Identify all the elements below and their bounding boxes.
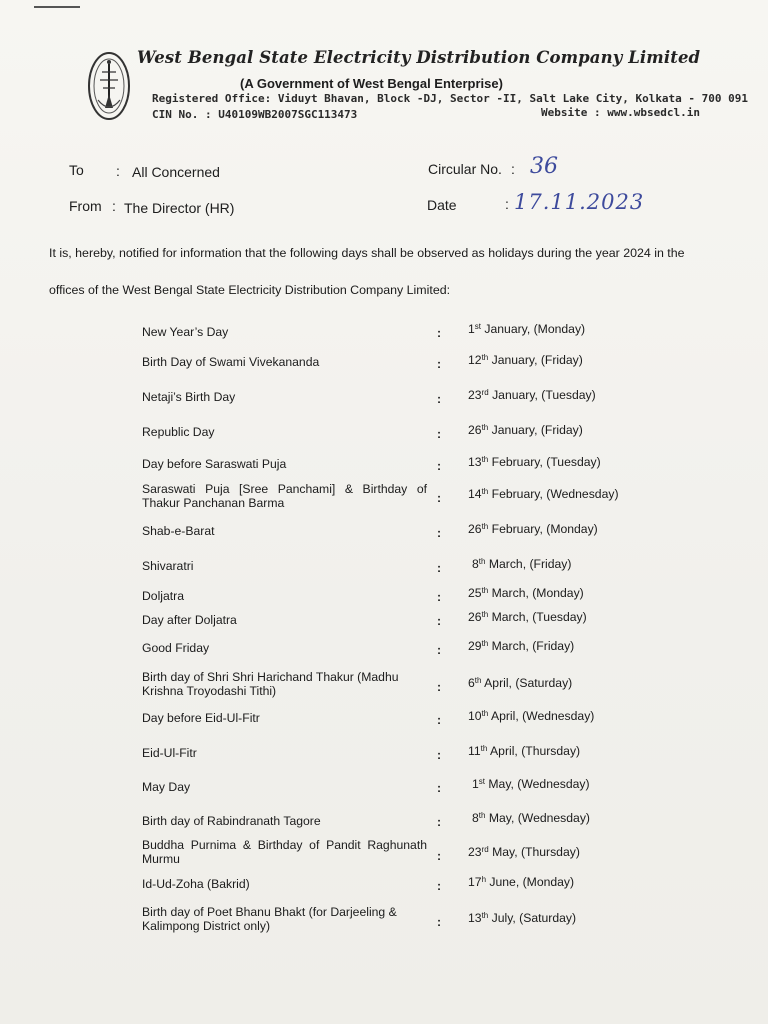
date-value: 17.11.2023	[514, 190, 645, 214]
holiday-name: Shivaratri	[142, 559, 194, 573]
holiday-day-suffix: th	[481, 911, 489, 920]
holiday-day-number: 25	[468, 586, 482, 600]
holiday-month-weekday: January, (Monday)	[481, 322, 586, 336]
holiday-day-suffix: th	[478, 811, 486, 820]
holiday-day-number: 26	[468, 522, 482, 536]
holiday-month-weekday: February, (Tuesday)	[488, 455, 601, 469]
holiday-name: Eid-Ul-Fitr	[142, 746, 197, 760]
holiday-date	[468, 875, 574, 889]
holiday-date	[468, 487, 619, 501]
holiday-day-number: 1	[468, 322, 475, 336]
holiday-colon: :	[437, 614, 442, 628]
holiday-month-weekday: May, (Thursday)	[488, 845, 580, 859]
circular-label: Circular No.	[428, 161, 502, 177]
holiday-name: Netaji’s Birth Day	[142, 390, 236, 404]
holiday-colon: :	[437, 526, 442, 540]
company-logo-emblem	[86, 50, 132, 122]
holiday-colon: :	[437, 326, 442, 340]
company-name: West Bengal State Electricity Distribution Company Limited	[137, 48, 701, 67]
holiday-colon: :	[437, 561, 442, 575]
holiday-name: Good Friday	[142, 641, 210, 655]
holiday-month-weekday: May, (Wednesday)	[485, 811, 590, 825]
holiday-date	[468, 423, 583, 437]
holiday-name: Day before Eid-Ul-Fitr	[142, 711, 260, 725]
notice-line-2: offices of the West Bengal State Electricity Distribution Company Limited:	[49, 283, 451, 297]
holiday-month-weekday: July, (Saturday)	[488, 911, 577, 925]
holiday-month-weekday: March, (Monday)	[488, 586, 584, 600]
holiday-date	[468, 586, 584, 600]
cin-number: CIN No. : U40109WB2007SGC113473	[152, 108, 358, 121]
holiday-name: Birth Day of Swami Vivekananda	[142, 355, 320, 369]
holiday-colon: :	[437, 915, 442, 929]
holiday-date	[468, 455, 601, 469]
holiday-name: New Year’s Day	[142, 325, 229, 339]
holiday-colon: :	[437, 713, 442, 727]
holiday-date	[468, 709, 594, 723]
to-label: To	[69, 162, 84, 178]
holiday-day-suffix: rd	[481, 845, 489, 854]
holiday-day-number: 26	[468, 423, 482, 437]
holiday-day-number: 13	[468, 911, 482, 925]
from-colon: :	[112, 198, 116, 214]
holiday-name: May Day	[142, 780, 191, 794]
holiday-date	[468, 322, 585, 336]
holiday-day-number: 11	[468, 744, 481, 758]
holiday-day-number: 8	[472, 811, 479, 825]
from-label: From	[69, 198, 102, 214]
holiday-day-suffix: st	[474, 322, 482, 331]
registered-office: Registered Office: Viduyt Bhavan, Block -DJ, Sector -II, Salt Lake City, Kolkata - 700 091	[152, 92, 749, 105]
holiday-day-suffix: th	[481, 423, 489, 432]
holiday-month-weekday: March, (Friday)	[485, 557, 572, 571]
holiday-colon: :	[437, 491, 442, 505]
holiday-month-weekday: January, (Tuesday)	[488, 388, 596, 402]
holiday-day-suffix: th	[481, 487, 489, 496]
to-colon: :	[116, 163, 120, 179]
holiday-date	[472, 811, 590, 825]
holiday-day-suffix: th	[481, 709, 489, 718]
circular-colon: :	[511, 161, 515, 177]
holiday-day-suffix: th	[481, 455, 489, 464]
holiday-name: Doljatra	[142, 589, 184, 603]
top-rule	[34, 6, 80, 8]
holiday-month-weekday: May, (Wednesday)	[485, 777, 590, 791]
holiday-date	[468, 676, 572, 690]
holiday-name: Saraswati Puja [Sree Panchami] & Birthday of Thakur Panchanan Barma	[142, 482, 427, 510]
holiday-day-number: 26	[468, 610, 482, 624]
to-value: All Concerned	[132, 164, 220, 180]
holiday-name: Buddha Purnima & Birthday of Pandit Raghunath Murmu	[142, 838, 427, 866]
holiday-month-weekday: January, (Friday)	[488, 353, 583, 367]
holiday-day-number: 23	[468, 388, 482, 402]
holiday-month-weekday: January, (Friday)	[488, 423, 583, 437]
website: Website : www.wbsedcl.in	[541, 106, 700, 119]
holiday-day-suffix: st	[478, 777, 486, 786]
holiday-day-number: 17	[468, 875, 482, 889]
from-value: The Director (HR)	[124, 200, 235, 216]
holiday-name: Shab-e-Barat	[142, 524, 215, 538]
holiday-day-number: 29	[468, 639, 482, 653]
holiday-colon: :	[437, 815, 442, 829]
notice-line-1: It is, hereby, notified for information that the following days shall be observed as holidays during the year 2024 in the	[49, 246, 685, 260]
holiday-month-weekday: March, (Friday)	[488, 639, 575, 653]
holiday-day-number: 14	[468, 487, 482, 501]
holiday-day-suffix: rd	[481, 388, 489, 397]
holiday-month-weekday: February, (Monday)	[488, 522, 598, 536]
holiday-date	[468, 353, 583, 367]
holiday-day-suffix: th	[481, 522, 489, 531]
holiday-month-weekday: April, (Thursday)	[487, 744, 581, 758]
holiday-day-suffix: h	[481, 875, 487, 884]
date-label: Date	[427, 197, 457, 213]
holiday-day-number: 1	[472, 777, 479, 791]
holiday-date	[472, 777, 590, 791]
holiday-day-number: 10	[468, 709, 482, 723]
holiday-day-number: 8	[472, 557, 479, 571]
holiday-date	[468, 911, 576, 925]
holiday-month-weekday: February, (Wednesday)	[488, 487, 619, 501]
holiday-name: Birth day of Shri Shri Harichand Thakur (Madhu Krishna Troyodashi Tithi)	[142, 670, 399, 698]
holiday-month-weekday: March, (Tuesday)	[488, 610, 587, 624]
holiday-name: Day before Saraswati Puja	[142, 457, 287, 471]
holiday-name: Birth day of Rabindranath Tagore	[142, 814, 321, 828]
circular-number: 36	[530, 154, 558, 179]
holiday-day-suffix: th	[480, 744, 488, 753]
date-colon: :	[505, 196, 509, 212]
holiday-date	[468, 388, 596, 402]
holiday-day-suffix: th	[481, 639, 489, 648]
holiday-colon: :	[437, 392, 442, 406]
holiday-date	[468, 610, 587, 624]
holiday-colon: :	[437, 781, 442, 795]
holiday-colon: :	[437, 357, 442, 371]
holiday-date	[468, 639, 574, 653]
holiday-colon: :	[437, 849, 442, 863]
holiday-day-suffix: th	[481, 586, 489, 595]
holiday-colon: :	[437, 643, 442, 657]
holiday-day-number: 23	[468, 845, 482, 859]
holiday-name: Birth day of Poet Bhanu Bhakt (for Darjeeling & Kalimpong District only)	[142, 905, 397, 933]
holiday-day-number: 6	[468, 676, 475, 690]
holiday-colon: :	[437, 459, 442, 473]
holiday-month-weekday: April, (Saturday)	[481, 676, 573, 690]
holiday-day-number: 12	[468, 353, 482, 367]
holiday-colon: :	[437, 680, 442, 694]
govt-enterprise-line: (A Government of West Bengal Enterprise)	[240, 76, 503, 91]
holiday-date	[468, 744, 580, 758]
holiday-colon: :	[437, 590, 442, 604]
holiday-date	[468, 522, 598, 536]
holiday-colon: :	[437, 879, 442, 893]
holiday-day-number: 13	[468, 455, 482, 469]
holiday-name: Republic Day	[142, 425, 215, 439]
holiday-month-weekday: June, (Monday)	[486, 875, 575, 889]
holiday-name: Day after Doljatra	[142, 613, 237, 627]
holiday-colon: :	[437, 748, 442, 762]
holiday-colon: :	[437, 427, 442, 441]
holiday-day-suffix: th	[481, 353, 489, 362]
holiday-month-weekday: April, (Wednesday)	[488, 709, 595, 723]
holiday-date	[472, 557, 571, 571]
holiday-day-suffix: th	[478, 557, 486, 566]
holiday-date	[468, 845, 580, 859]
holiday-name: Id-Ud-Zoha (Bakrid)	[142, 877, 250, 891]
holiday-day-suffix: th	[474, 676, 482, 685]
holiday-day-suffix: th	[481, 610, 489, 619]
